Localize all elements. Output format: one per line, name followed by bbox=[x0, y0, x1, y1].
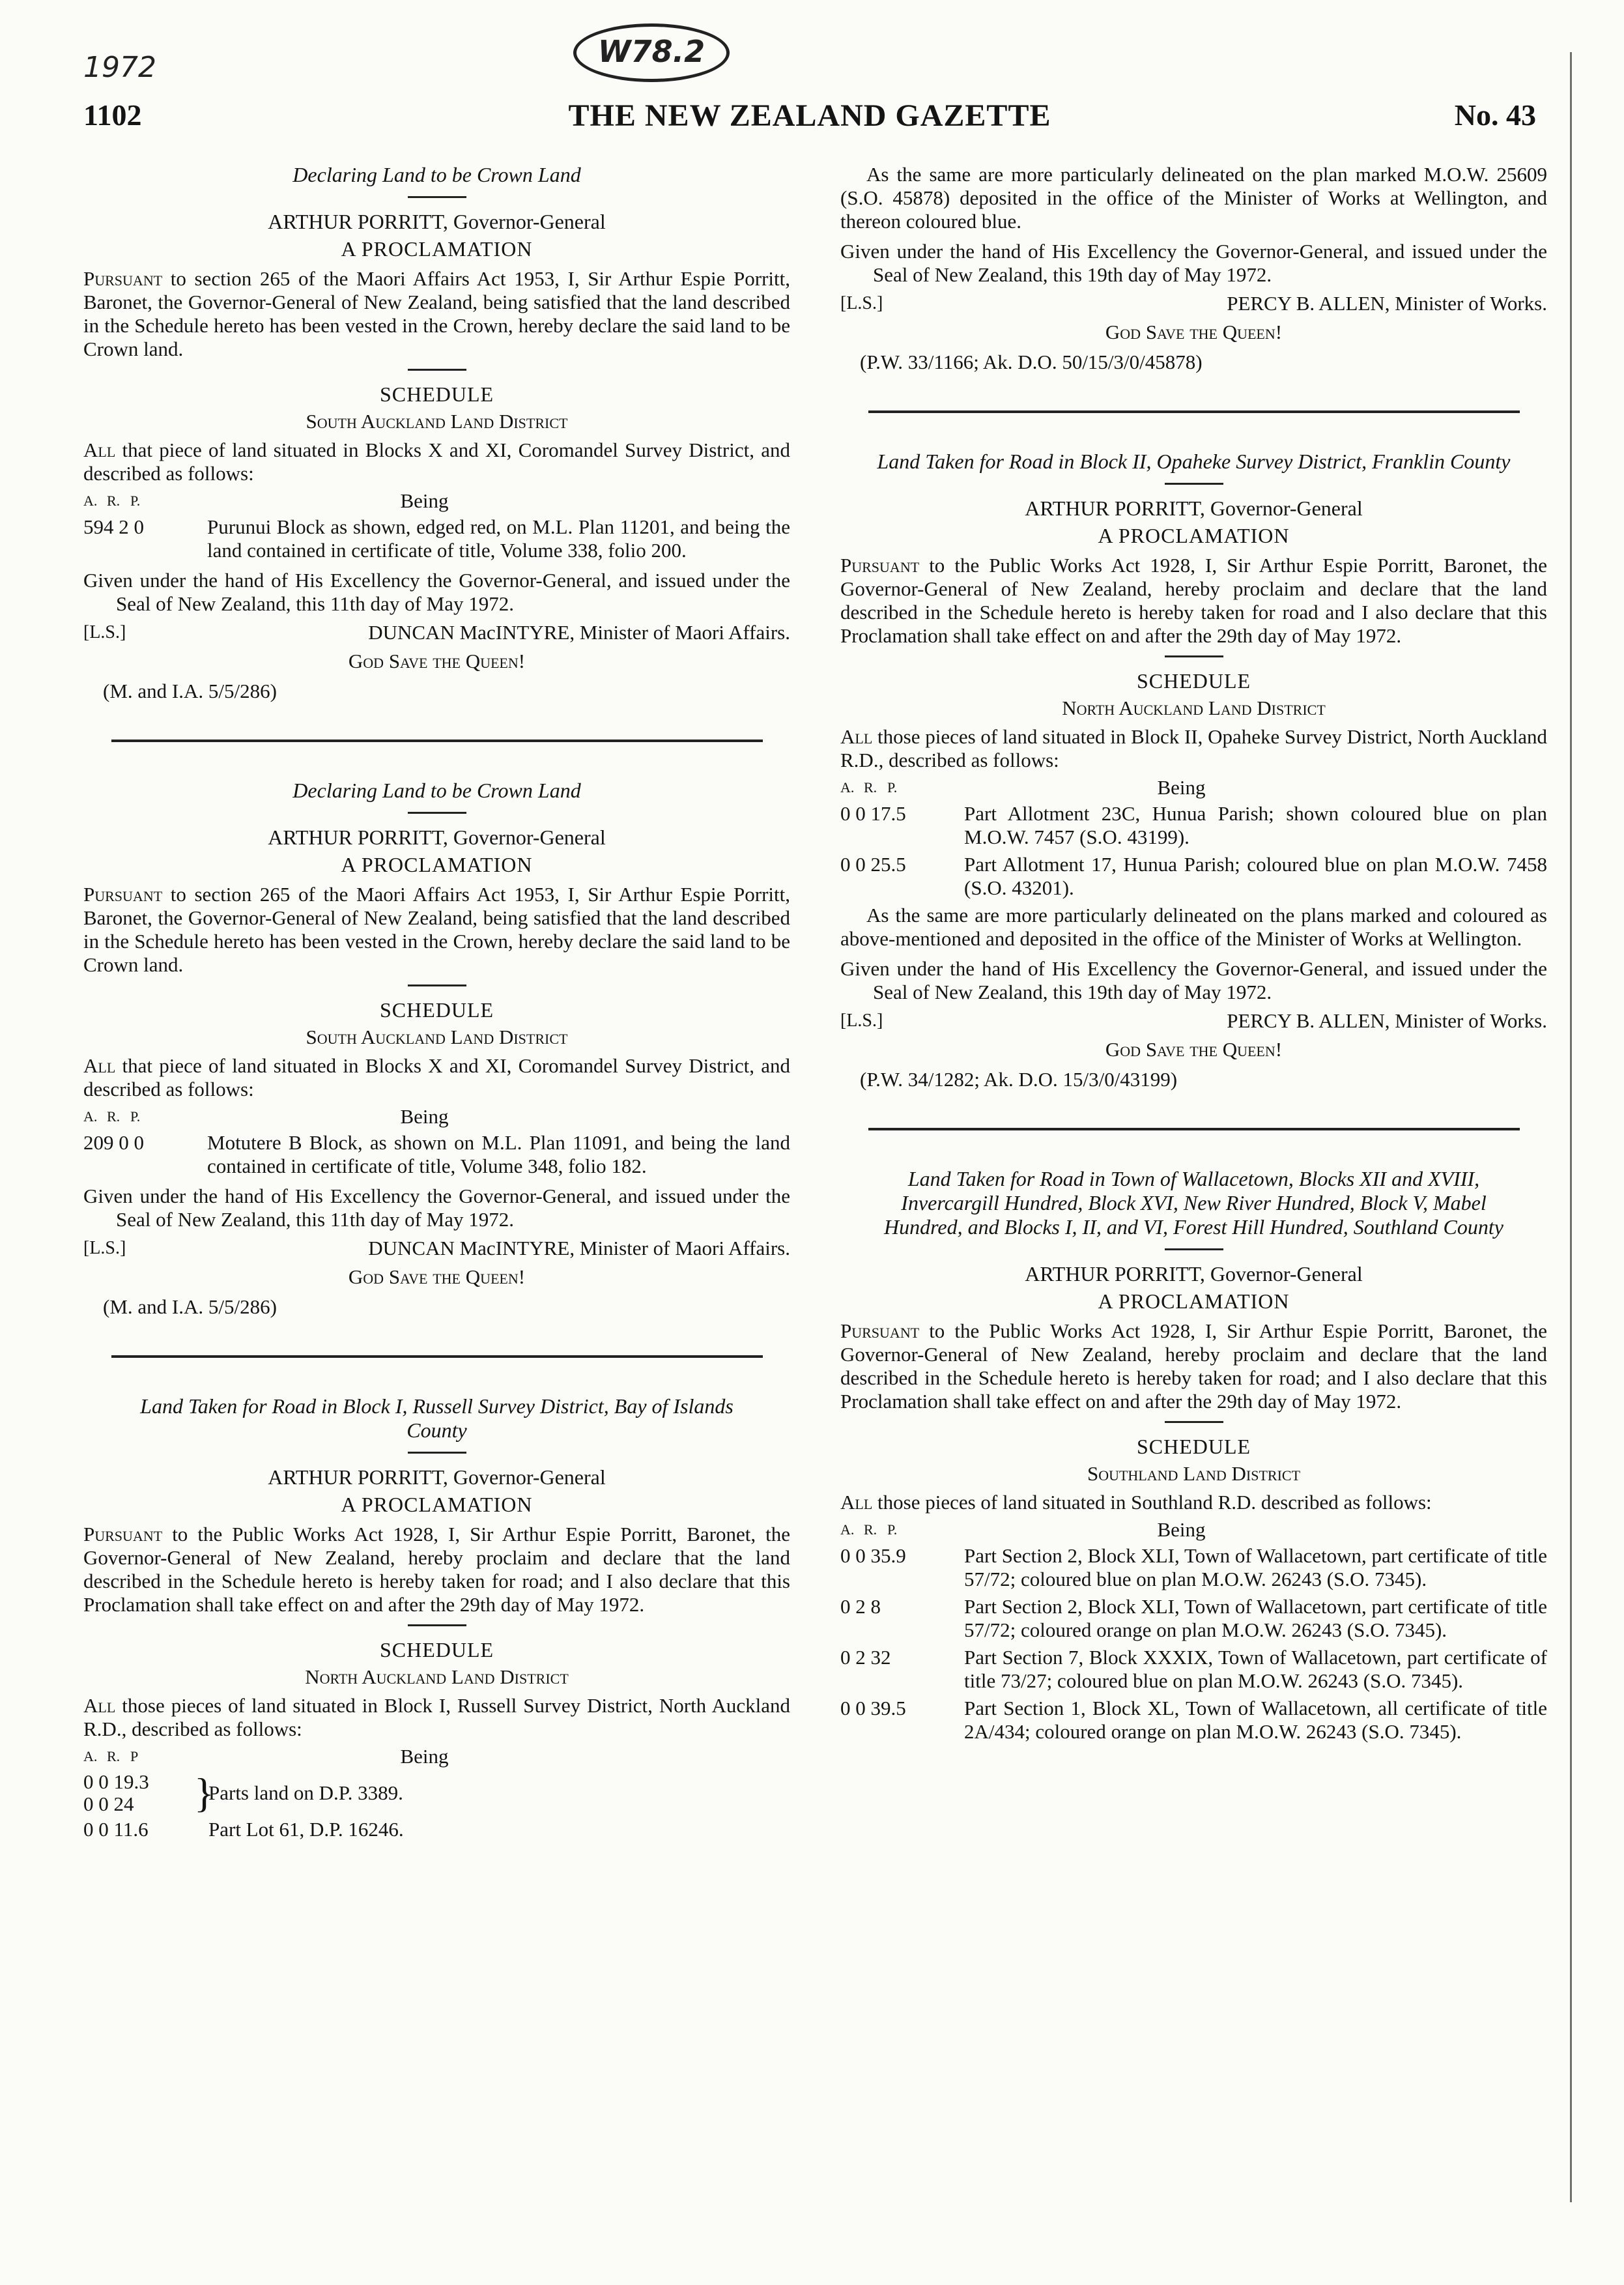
minister-signature: DUNCAN MacINTYRE, Minister of Maori Affairs. bbox=[368, 621, 790, 644]
land-description: Part Section 2, Block XLI, Town of Wallacetown, part certificate of title 57/72; coloured blue on plan M.O.W. 26243 (S.O. 7345). bbox=[964, 1544, 1547, 1590]
governor-general: ARTHUR PORRITT, Governor-General bbox=[1025, 1262, 1363, 1286]
signature-line bbox=[83, 621, 790, 644]
notice-title: Land Taken for Road in Block II, Opaheke Survey District, Franklin County bbox=[877, 450, 1511, 473]
acres-label: A. bbox=[840, 779, 855, 796]
continuation-text: As the same are more particularly delineated on the plan marked M.O.W. 25609 (S.O. 45878) deposited in the office of the Minister of Works at Wellington, and thereon coloured blue. bbox=[840, 163, 1547, 233]
lead-word: All bbox=[83, 1054, 116, 1077]
intro-text: those pieces of land situated in Southland R.D. described as follows: bbox=[877, 1491, 1432, 1514]
seal-mark: [L.S.] bbox=[83, 1238, 126, 1258]
roods-label: R. bbox=[864, 1521, 877, 1538]
perches-label: P. bbox=[130, 493, 141, 509]
right-column bbox=[840, 163, 1547, 1757]
proclamation-heading: A PROCLAMATION bbox=[1098, 524, 1290, 547]
body-text: to the Public Works Act 1928, I, Sir Arthur Espie Porritt, Baronet, the Governor-General of New Zealand, hereby proclaim and declare that the land described in the Schedule hereto is hereby taken for road; and I also declare that this Proclamation shall take effect on and after the 29th day of May 1972. bbox=[83, 1523, 791, 1616]
proclamation-body bbox=[83, 1523, 790, 1617]
minister-signature: PERCY B. ALLEN, Minister of Works. bbox=[1227, 1009, 1547, 1032]
roods-label: R. bbox=[864, 779, 877, 796]
page-header bbox=[83, 98, 1536, 137]
plans-note: As the same are more particularly delineated on the plans marked and coloured as above-mentioned and deposited in the office of the Minister of Works at Wellington. bbox=[840, 904, 1547, 950]
seal-mark: [L.S.] bbox=[840, 293, 883, 313]
land-row bbox=[840, 853, 1547, 900]
arp-header bbox=[83, 1105, 790, 1128]
notice-separator bbox=[868, 410, 1520, 413]
notice-continuation bbox=[840, 163, 1547, 374]
schedule-heading: SCHEDULE bbox=[1136, 1435, 1251, 1458]
given-under-hand: Given under the hand of His Excellency the Governor-General, and issued under the Seal of New Zealand, this 11th day of May 1972. bbox=[83, 569, 790, 615]
governor-general: ARTHUR PORRITT, Governor-General bbox=[268, 210, 606, 233]
land-description: Part Allotment 23C, Hunua Parish; shown coloured blue on plan M.O.W. 7457 (S.O. 43199). bbox=[964, 802, 1547, 848]
page-number: 1102 bbox=[83, 98, 142, 132]
lead-word: Pursuant bbox=[83, 1523, 163, 1545]
signature-line bbox=[840, 1009, 1547, 1033]
divider bbox=[408, 196, 466, 198]
proclamation-heading: A PROCLAMATION bbox=[341, 1493, 533, 1516]
divider bbox=[408, 984, 466, 986]
lead-word: All bbox=[840, 1491, 873, 1514]
intro-text: those pieces of land situated in Block II, Opaheke Survey District, North Auckland R.D., described as follows: bbox=[840, 725, 1548, 771]
notice-separator bbox=[111, 1355, 763, 1358]
roods-label: R. bbox=[107, 1108, 121, 1125]
body-text: to the Public Works Act 1928, I, Sir Arthur Espie Porritt, Baronet, the Governor-General of New Zealand, hereby proclaim and declare that the land described in the Schedule hereto is hereby taken for road and I also declare that this Proclamation shall take effect on and after the 29th day of May 1972. bbox=[840, 554, 1548, 647]
arp-header bbox=[840, 776, 1547, 799]
notice-road-opaheke bbox=[840, 450, 1547, 1091]
land-district: South Auckland Land District bbox=[306, 410, 568, 433]
perches-label: P bbox=[130, 1748, 139, 1764]
land-area: 0 2 32 bbox=[840, 1646, 891, 1669]
land-row bbox=[83, 515, 790, 562]
being-label: Being bbox=[400, 489, 449, 512]
god-save-the-queen: God Save the Queen! bbox=[348, 650, 526, 672]
proclamation-body bbox=[840, 554, 1547, 648]
divider bbox=[408, 369, 466, 371]
lead-word: Pursuant bbox=[83, 883, 163, 906]
governor-general: ARTHUR PORRITT, Governor-General bbox=[268, 826, 606, 849]
reference-number: (P.W. 33/1166; Ak. D.O. 50/15/3/0/45878) bbox=[860, 351, 1203, 373]
god-save-the-queen: God Save the Queen! bbox=[348, 1265, 526, 1288]
proclamation-body bbox=[83, 883, 790, 977]
notice-title: Declaring Land to be Crown Land bbox=[292, 163, 581, 186]
land-area: 0 0 35.9 bbox=[840, 1544, 906, 1567]
issue-number: No. 43 bbox=[1454, 98, 1536, 132]
land-row bbox=[83, 1818, 790, 1841]
proclamation-heading: A PROCLAMATION bbox=[341, 237, 533, 261]
given-under-hand: Given under the hand of His Excellency the Governor-General, and issued under the Seal of New Zealand, this 19th day of May 1972. bbox=[840, 957, 1547, 1003]
land-area-group bbox=[83, 1771, 194, 1815]
roods-label: R. bbox=[107, 493, 121, 509]
perches-label: P. bbox=[887, 1521, 898, 1538]
divider bbox=[408, 812, 466, 814]
land-description: Part Section 7, Block XXXIX, Town of Wallacetown, part certificate of title 73/27; coloured blue on plan M.O.W. 26243 (S.O. 7345). bbox=[964, 1646, 1547, 1692]
land-district: North Auckland Land District bbox=[305, 1665, 569, 1688]
land-district: South Auckland Land District bbox=[306, 1026, 568, 1048]
acres-label: A. bbox=[83, 1748, 98, 1764]
land-area: 0 0 19.3 bbox=[83, 1770, 149, 1793]
proclamation-heading: A PROCLAMATION bbox=[341, 853, 533, 876]
arp-header bbox=[840, 1518, 1547, 1542]
notice-separator bbox=[868, 1128, 1520, 1130]
notice-title: Land Taken for Road in Block I, Russell Survey District, Bay of Islands County bbox=[140, 1394, 734, 1442]
acres-label: A. bbox=[840, 1521, 855, 1538]
land-description: Motutere B Block, as shown on M.L. Plan 11091, and being the land contained in certificate of title, Volume 348, folio 182. bbox=[207, 1131, 790, 1177]
governor-general: ARTHUR PORRITT, Governor-General bbox=[1025, 496, 1363, 520]
divider bbox=[408, 1452, 466, 1454]
given-under-hand: Given under the hand of His Excellency the Governor-General, and issued under the Seal of New Zealand, this 19th day of May 1972. bbox=[840, 240, 1547, 286]
seal-mark: [L.S.] bbox=[840, 1011, 883, 1031]
land-description: Part Section 2, Block XLI, Town of Wallacetown, part certificate of title 57/72; coloured orange on plan M.O.W. 26243 (S.O. 7345). bbox=[964, 1595, 1547, 1641]
notice-crown-land-motutere bbox=[83, 779, 790, 1319]
body-text: to the Public Works Act 1928, I, Sir Arthur Espie Porritt, Baronet, the Governor-General of New Zealand, hereby proclaim and declare that the land described in the Schedule hereto is hereby taken for road; and I also declare that this Proclamation shall take effect on and after the 29th day of May 1972. bbox=[840, 1319, 1548, 1413]
divider bbox=[1165, 1421, 1223, 1423]
lead-word: Pursuant bbox=[83, 267, 163, 290]
schedule-heading: SCHEDULE bbox=[1136, 669, 1251, 693]
intro-text: those pieces of land situated in Block I, Russell Survey District, North Auckland R.D., described as follows: bbox=[83, 1694, 790, 1740]
land-description: Part Lot 61, D.P. 16246. bbox=[208, 1818, 404, 1841]
land-row bbox=[83, 1131, 790, 1178]
divider bbox=[408, 1624, 466, 1626]
handwritten-year: 1972 bbox=[83, 51, 156, 84]
being-label: Being bbox=[400, 1745, 449, 1768]
schedule-intro bbox=[83, 1054, 790, 1101]
minister-signature: PERCY B. ALLEN, Minister of Works. bbox=[1227, 292, 1547, 315]
reference-number: (M. and I.A. 5/5/286) bbox=[103, 680, 277, 702]
notice-title: Land Taken for Road in Town of Wallacetown, Blocks XII and XVIII, Invercargill Hundred, Block XVI, New River Hundred, Block V, Mabel Hundred, and Blocks I, II, and VI, Forest Hill Hundred, Southland County bbox=[884, 1167, 1503, 1239]
land-area: 0 0 17.5 bbox=[840, 802, 906, 825]
land-description: Part Section 1, Block XL, Town of Wallacetown, all certificate of title 2A/434; coloured orange on plan M.O.W. 26243 (S.O. 7345). bbox=[964, 1697, 1547, 1743]
schedule-heading: SCHEDULE bbox=[379, 1638, 494, 1661]
notice-road-wallacetown bbox=[840, 1167, 1547, 1744]
schedule-intro bbox=[83, 1694, 790, 1741]
land-area: 0 2 8 bbox=[840, 1595, 881, 1618]
land-area: 594 2 0 bbox=[83, 515, 144, 538]
divider bbox=[1165, 655, 1223, 657]
margin-line bbox=[1570, 52, 1572, 2202]
intro-text: that piece of land situated in Blocks X and XI, Coromandel Survey District, and described as follows: bbox=[83, 438, 791, 485]
perches-label: P. bbox=[887, 779, 898, 796]
schedule-heading: SCHEDULE bbox=[379, 998, 494, 1022]
lead-word: All bbox=[83, 438, 116, 461]
notice-road-russell bbox=[83, 1394, 790, 1841]
signature-line bbox=[83, 1237, 790, 1260]
intro-text: that piece of land situated in Blocks X and XI, Coromandel Survey District, and described as follows: bbox=[83, 1054, 791, 1100]
land-row-braced bbox=[83, 1771, 790, 1815]
given-under-hand: Given under the hand of His Excellency the Governor-General, and issued under the Seal of New Zealand, this 11th day of May 1972. bbox=[83, 1185, 790, 1231]
land-row bbox=[840, 1697, 1547, 1744]
lead-word: Pursuant bbox=[840, 554, 920, 577]
land-row bbox=[840, 802, 1547, 849]
lead-word: Pursuant bbox=[840, 1319, 920, 1342]
proclamation-heading: A PROCLAMATION bbox=[1098, 1289, 1290, 1313]
acres-label: A. bbox=[83, 493, 98, 509]
notice-title: Declaring Land to be Crown Land bbox=[292, 779, 581, 802]
land-area: 209 0 0 bbox=[83, 1131, 144, 1154]
proclamation-body bbox=[83, 267, 790, 361]
god-save-the-queen: God Save the Queen! bbox=[1105, 321, 1283, 343]
god-save-the-queen: God Save the Queen! bbox=[1105, 1038, 1283, 1061]
reference-number: (M. and I.A. 5/5/286) bbox=[103, 1295, 277, 1318]
notice-separator bbox=[111, 740, 763, 742]
acres-label: A. bbox=[83, 1108, 98, 1125]
land-area: 0 0 24 bbox=[83, 1792, 134, 1815]
left-column bbox=[83, 163, 790, 1854]
body-text: to section 265 of the Maori Affairs Act 1953, I, Sir Arthur Espie Porritt, Baronet, the Governor-General of New Zealand, being satisfied that the land described in the Schedule hereto has been vested in the Crown, hereby declare the said land to be Crown land. bbox=[83, 267, 791, 360]
seal-mark: [L.S.] bbox=[83, 622, 126, 642]
archive-stamp: W78.2 bbox=[573, 23, 730, 82]
schedule-intro bbox=[840, 725, 1547, 772]
roods-label: R. bbox=[107, 1748, 121, 1764]
gazette-title: THE NEW ZEALAND GAZETTE bbox=[568, 98, 1051, 133]
land-area: 0 0 39.5 bbox=[840, 1697, 906, 1719]
brace-glyph: } bbox=[194, 1770, 214, 1816]
notice-crown-land-purunui bbox=[83, 163, 790, 703]
land-row bbox=[840, 1646, 1547, 1693]
reference-number: (P.W. 34/1282; Ak. D.O. 15/3/0/43199) bbox=[860, 1068, 1178, 1091]
arp-header bbox=[83, 489, 790, 513]
minister-signature: DUNCAN MacINTYRE, Minister of Maori Affairs. bbox=[368, 1237, 790, 1259]
land-row bbox=[840, 1595, 1547, 1642]
land-district: Southland Land District bbox=[1087, 1462, 1301, 1485]
being-label: Being bbox=[1157, 776, 1206, 799]
perches-label: P. bbox=[130, 1108, 141, 1125]
land-description: Parts land on D.P. 3389. bbox=[208, 1781, 403, 1804]
land-description: Part Allotment 17, Hunua Parish; coloured blue on plan M.O.W. 7458 (S.O. 43201). bbox=[964, 853, 1547, 899]
arp-header bbox=[83, 1745, 790, 1768]
divider bbox=[1165, 483, 1223, 485]
lead-word: All bbox=[83, 1694, 116, 1717]
land-area: 0 0 25.5 bbox=[840, 853, 906, 876]
being-label: Being bbox=[1157, 1518, 1206, 1541]
being-label: Being bbox=[400, 1105, 449, 1128]
body-text: to section 265 of the Maori Affairs Act 1953, I, Sir Arthur Espie Porritt, Baronet, the Governor-General of New Zealand, being satisfied that the land described in the Schedule hereto has been vested in the Crown, hereby declare the said land to be Crown land. bbox=[83, 883, 791, 976]
governor-general: ARTHUR PORRITT, Governor-General bbox=[268, 1465, 606, 1489]
lead-word: All bbox=[840, 725, 873, 748]
land-description: Purunui Block as shown, edged red, on M.L. Plan 11201, and being the land contained in certificate of title, Volume 338, folio 200. bbox=[207, 515, 790, 562]
land-row bbox=[840, 1544, 1547, 1591]
schedule-intro bbox=[83, 438, 790, 485]
divider bbox=[1165, 1248, 1223, 1250]
schedule-heading: SCHEDULE bbox=[379, 382, 494, 406]
schedule-intro bbox=[840, 1491, 1547, 1514]
signature-line bbox=[840, 292, 1547, 315]
proclamation-body bbox=[840, 1319, 1547, 1413]
land-district: North Auckland Land District bbox=[1062, 697, 1326, 719]
land-area: 0 0 11.6 bbox=[83, 1818, 149, 1841]
